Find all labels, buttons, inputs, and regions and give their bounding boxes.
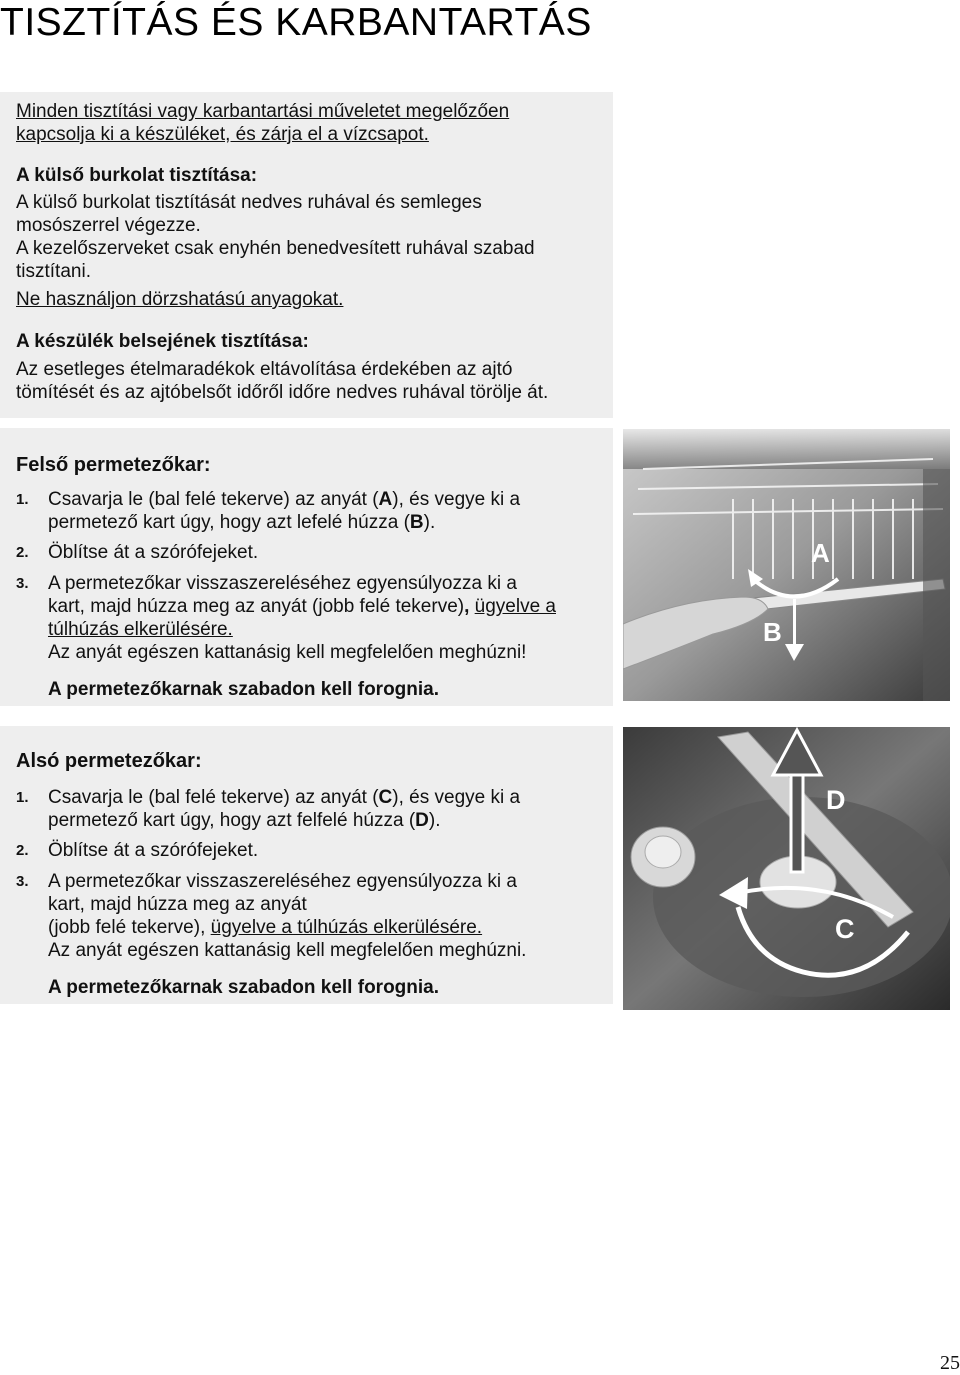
lower-step3-line4: Az anyát egészen kattanásig kell megfelelően meghúzni. bbox=[48, 940, 527, 961]
lower-spray-arm-photo bbox=[623, 727, 950, 1010]
lower-spray-arm-illustration bbox=[623, 727, 950, 1010]
page-title: TISZTÍTÁS ÉS KARBANTARTÁS bbox=[0, 1, 592, 44]
upper-step3-line3: túlhúzás elkerülésére. bbox=[48, 619, 233, 640]
outer-line: A külső burkolat tisztítását nedves ruhával és semleges bbox=[16, 192, 482, 213]
step-number: 2. bbox=[16, 544, 29, 561]
step-number: 3. bbox=[16, 575, 29, 592]
label-c: C bbox=[835, 914, 855, 944]
lower-step3-line1: A permetezőkar visszaszereléséhez egyensúlyozza ki a bbox=[48, 871, 517, 892]
lower-step1-line1: Csavarja le (bal felé tekerve) az anyát (C), és vegye ki a bbox=[48, 787, 521, 808]
upper-spray-arm-section bbox=[0, 428, 613, 706]
outer-line: mosószerrel végezze. bbox=[16, 215, 201, 236]
upper-heading: Felső permetezőkar: bbox=[16, 454, 211, 476]
step-number: 3. bbox=[16, 873, 29, 890]
upper-spray-arm-photo bbox=[623, 429, 950, 701]
lower-note: A permetezőkarnak szabadon kell forognia. bbox=[48, 977, 440, 998]
upper-note: A permetezőkarnak szabadon kell forognia. bbox=[48, 679, 440, 700]
lower-spray-arm-section bbox=[0, 726, 613, 1004]
step-number: 1. bbox=[16, 491, 29, 508]
outer-heading: A külső burkolat tisztítása: bbox=[16, 165, 258, 186]
lower-step3-line3: (jobb felé tekerve), ügyelve a túlhúzás elkerülésére. bbox=[48, 917, 483, 938]
step-number: 2. bbox=[16, 842, 29, 859]
upper-spray-arm-illustration bbox=[623, 429, 950, 701]
intro-line-1: Minden tisztítási vagy karbantartási műveletet megelőzően bbox=[16, 101, 510, 122]
lower-step2: Öblítse át a szórófejeket. bbox=[48, 840, 259, 861]
upper-step3-line4: Az anyát egészen kattanásig kell megfelelően meghúzni! bbox=[48, 642, 527, 663]
label-b: B bbox=[763, 617, 782, 647]
upper-step3-line2: kart, majd húzza meg az anyát (jobb felé tekerve), ügyelve a bbox=[48, 596, 556, 617]
cleaning-section bbox=[0, 92, 613, 418]
lower-step1-line2: permetező kart úgy, hogy azt felfelé húzza (D). bbox=[48, 810, 441, 831]
inner-line: Az esetleges ételmaradékok eltávolítása érdekében az ajtó bbox=[16, 359, 513, 380]
step-number: 1. bbox=[16, 789, 29, 806]
outer-line: tisztítani. bbox=[16, 261, 91, 282]
outer-warning: Ne használjon dörzshatású anyagokat. bbox=[16, 289, 344, 310]
label-a: A bbox=[811, 538, 830, 568]
outer-line: A kezelőszerveket csak enyhén benedvesített ruhával szabad bbox=[16, 238, 535, 259]
page-number: 25 bbox=[940, 1352, 960, 1374]
intro-line-2: kapcsolja ki a készüléket, és zárja el a vízcsapot. bbox=[16, 124, 429, 145]
label-d: D bbox=[826, 785, 846, 815]
upper-step1-line1: Csavarja le (bal felé tekerve) az anyát (A), és vegye ki a bbox=[48, 489, 521, 510]
upper-step2: Öblítse át a szórófejeket. bbox=[48, 542, 259, 563]
inner-heading: A készülék belsejének tisztítása: bbox=[16, 331, 309, 352]
upper-step1-line2: permetező kart úgy, hogy azt lefelé húzza (B). bbox=[48, 512, 436, 533]
lower-step3-line2: kart, majd húzza meg az anyát bbox=[48, 894, 307, 915]
inner-line: tömítését és az ajtóbelsőt időről időre nedves ruhával törölje át. bbox=[16, 382, 549, 403]
upper-step3-line1: A permetezőkar visszaszereléséhez egyensúlyozza ki a bbox=[48, 573, 517, 594]
lower-heading: Alsó permetezőkar: bbox=[16, 750, 202, 772]
